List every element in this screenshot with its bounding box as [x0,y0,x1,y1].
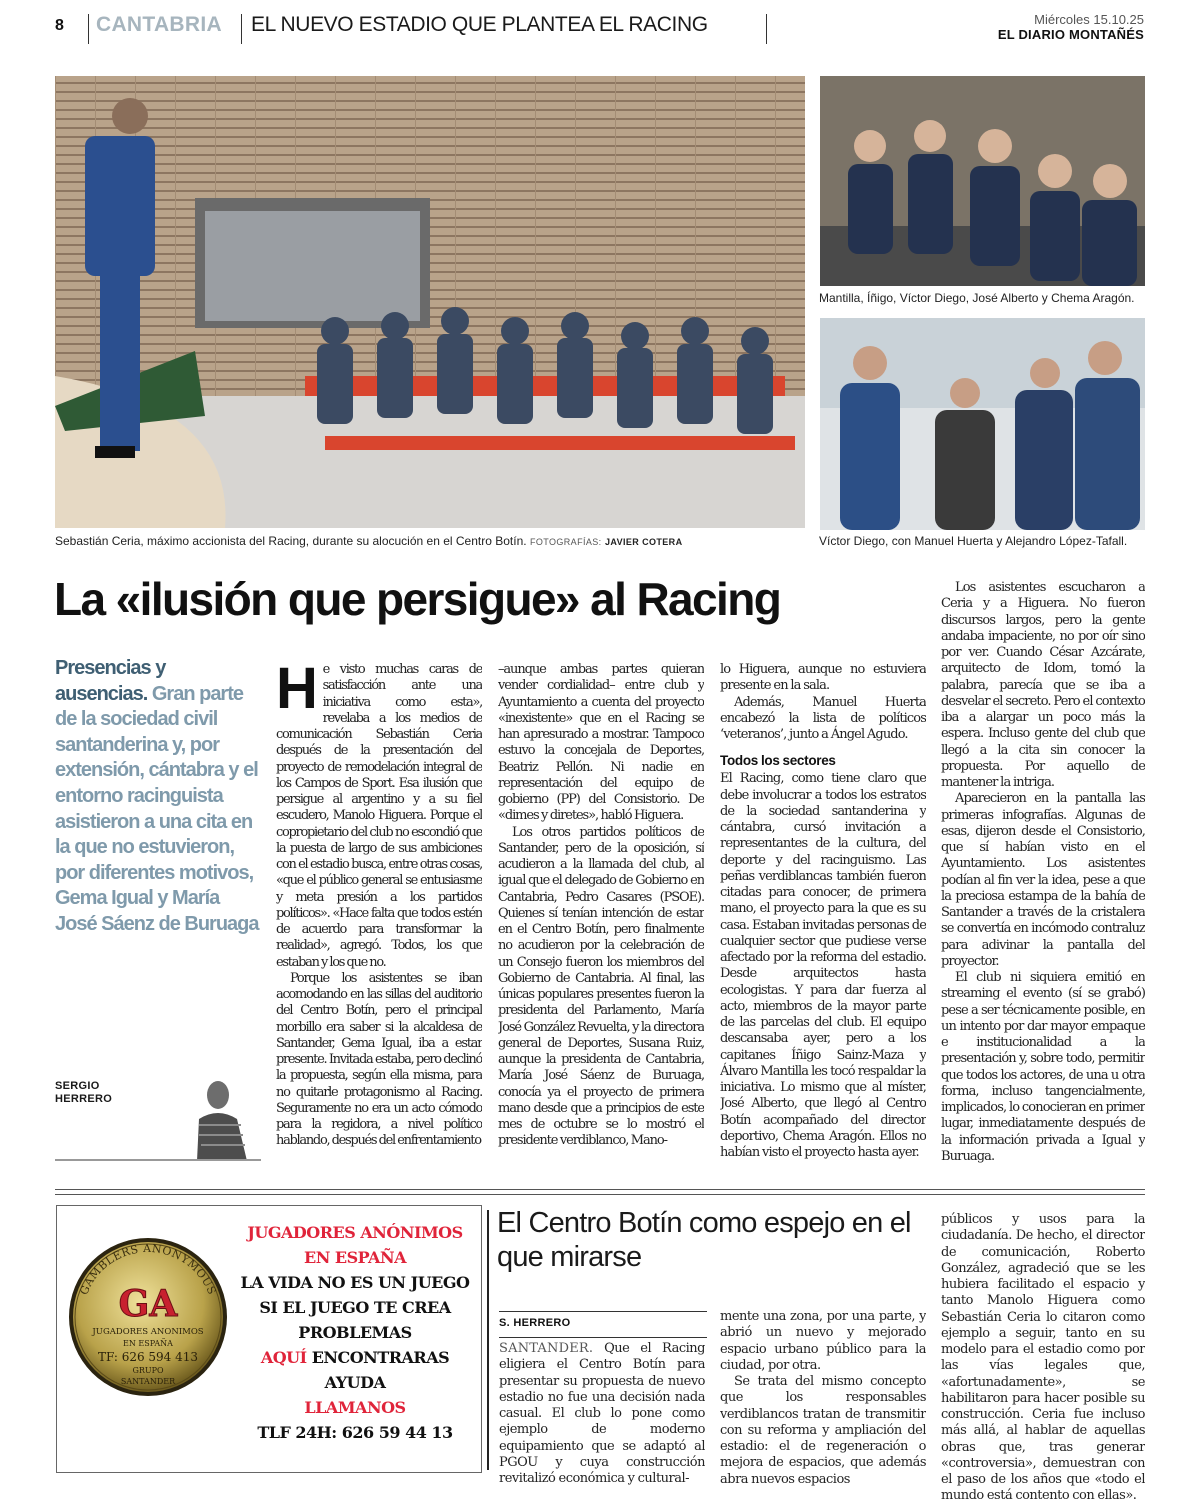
section-label: CANTABRIA [96,13,222,36]
main-photo-caption [55,534,807,549]
paragraph: lo Higuera, aunque no estuviera presente en la sala. [720,662,926,694]
ad-line-highlight: AQUÍ [260,1348,307,1367]
photo-credit-label: FOTOGRAFÍAS: [529,537,602,547]
secondary-byline: S. HERRERO [499,1317,571,1329]
men-talking-image [820,318,1145,530]
seal-line: EN ESPAÑA [123,1339,173,1348]
byline-rule [499,1311,707,1312]
byline-divider [55,1159,261,1161]
gamblers-anonymous-ad [56,1205,482,1473]
seal-line: GRUPO [132,1366,164,1375]
photo-caption: Mantilla, Íñigo, Víctor Diego, José Alberto y Chema Aragón. [819,291,1135,305]
paragraph: Además, Manuel Huerta encabezó la lista de políticos ‘veteranos’, junto a Ángel Agudo. [720,694,926,742]
header-divider [88,14,89,44]
secondary-column-2 [720,1309,926,1509]
ad-line: JUGADORES ANÓNIMOS [247,1223,463,1242]
paragraph: Aparecieron en la pantalla las primeras infografías. Algunas de esas, dijeron desde el Consistorio, que sí habían visto en el Ayuntamiento. Los asistentes podían al fin ver la idea, pese a que la preciosa estampa de la bahía de Santander a través de la cristalera se convertía en incómodo contraluz para adivinar la pantalla del proyector. [941,791,1145,969]
paragraph [499,1341,705,1487]
ad-line: LA VIDA NO ES UN JUEGO [240,1273,470,1292]
section-divider [55,1189,1145,1195]
ad-message [235,1220,475,1445]
paragraph: –aunque ambas partes quieran vender cordialidad– entre club y Ayuntamiento a cuenta del proyecto «inexistente» que en el Racing se han apresurado a mostrar. Tampoco estuvo la concejala de Deportes, Beatriz Pellón. Ni nadie en representación del equipo de gobierno (PP) del Consistorio. De «dimes y diretes», habló Higuera. [498,662,704,824]
subhead-rest: Gran parte de la sociedad civil santanderina y, por extensión, cántabra y el entorno racinguista asistieron a una cita en la que no estuvieron, por diferentes motivos, Gema Igual y María José Sáenz de Buruaga [55,682,259,935]
seal-line: JUGADORES ANONIMOS [92,1327,204,1337]
article-subhead [55,656,261,938]
meeting-photo [820,318,1145,530]
page-number: 8 [55,17,64,34]
secondary-column-3 [941,1212,1145,1509]
seal-monogram: GA [118,1283,178,1325]
paragraph: El club ni siquiera emitió en streaming el evento (sí se grabó) pese a ser técnicamente posible, en un intento por dar mayor empaque e institucionalidad a la presentación y, sobre todo, permitir que todos los actores, de una u otra forma, incluso tangencialmente, implicados, lo conocieran en primer lugar, inmediatamente después de la información privada a Igual y Buruaga. [941,970,1145,1164]
author-portrait-icon [185,1075,255,1161]
article-headline: La «ilusión que persigue» al Racing [54,573,781,625]
header-divider [241,14,242,44]
author-last-name: HERRERO [55,1093,113,1105]
seal-line: SANTANDER [120,1377,176,1386]
section-subtitle: Todos los sectores [720,753,836,769]
caption-text: Sebastián Ceria, máximo accionista del Racing, durante su alocución en el Centro Botín. [55,534,527,548]
ad-line: AYUDA [324,1373,386,1392]
paragraph: Porque los asistentes se iban acomodando en las sillas del auditorio del Centro Botín, pero el principal morbillo era saber si la alcaldesa de Santander, Gema Igual, iba a estar presente. Invitada estaba, pero declinó la propuesta, según ella misma, para no quitarle protagonismo al Racing. Seguramente no era un acto cómodo para la regidora, a nivel político hablando, después del enfrentamiento [276,970,482,1149]
paragraph: Se trata del mismo concepto que los responsables verdiblancos tratan de transmitir con su reforma y ampliación del estadio: el de regeneración o mejora de espacios, que además abra nuevos espacios [720,1374,926,1487]
newspaper-name: EL DIARIO MONTAÑÉS [997,27,1144,42]
audience-scene-image [55,76,805,528]
ad-edge-rule [487,1210,489,1470]
paragraph: públicos y usos para la ciudadanía. De hecho, el director de comunicación, Roberto González, agradeció que se les hubiera facilitado el espacio y tanto Manolo Higuera como Sebastián Ceria lo citaron como ejemplo a seguir, tanto en su modelo para el estadio como por las vías legales que, «afortunadamente», se habilitaron para hacer posible su construcción. Ceria fue incluso más allá, al hablar de aquellas obras que, tras generar «controversia», demuestran con el paso de los años que «todo el mundo está contento con ellas». [941,1212,1145,1504]
secondary-column-1 [499,1341,705,1509]
dateline: SANTANDER. [499,1341,594,1356]
byline-rule [499,1337,707,1338]
paragraph: Los asistentes escucharon a Ceria y a Higuera. No fueron discursos largos, pero la gente andaba impaciente, no por oír sino por ver. Cuando César Azcárate, arquitecto de Idom, tomó la palabra, parecía que se iba a desvelar el secreto. Pero el contexto iba a alargar un poco más la espera. Incluso gente del club que llegó a la cita sin conocer la propuesta. Por aquello de mantener la intriga. [941,580,1145,790]
paragraph-text: e visto muchas caras de satisfacción ante una iniciativa como esta», revelaba a los medios de comunicación Sebastián Ceria después de la presentación del proyecto de remodelación integral de los Campos de Sport. Esa ilusión que persigue al argentino y a su fiel escudero, Manolo Higuera. Porque el copropietario del club no escondió que la puesta de largo de sus ambiciones con el estadio busca, entre otras cosas, «que el público general se entusiasme y meta presión a los partidos políticos». «Hace falta que todos estén de acuerdo para transformar la realidad», agregó. Todos, los que estaban y los que no. [276,662,482,970]
seal-phone: TF: 626 594 413 [97,1350,199,1364]
team-photo [820,76,1145,286]
subhead-lead: Presencias y ausencias. [55,657,166,705]
article-column-1 [276,662,482,1170]
seal-ring-text: GAMBLERS ANONYMOUS [77,1241,219,1297]
ad-line: PROBLEMAS [298,1323,412,1342]
article-column-3 [720,662,926,1170]
article-column-2 [498,662,704,1170]
paragraph: El Racing, como tiene claro que debe involucrar a todos los estratos de la sociedad santanderina y cántabra, cursó invitación a representantes de la cultura, del deporte y del racinguismo. Las peñas verdiblancas también fueron citadas para conocer, de primera mano, el proyecto para la que es su casa. Estaban invitadas personas de cualquier sector que pudiese verse afectado por la reforma del estadio. Desde arquitectos hasta ecologistas. Y para dar fuerza al acto, miembros de la mayor parte de las parcelas del club. El equipo descansaba ayer, pero a los capitanes Íñigo Sainz-Maza y Álvaro Mantilla les tocó respaldar la iniciativa. Lo mismo que al míster, José Alberto, que llegó al Centro Botín acompañado del director deportivo, Chema Aragón. Ellos no habían visto el proyecto hasta ayer. [720,771,926,1160]
author-byline [55,1080,145,1106]
issue-date: Miércoles 15.10.25 [1034,12,1144,27]
drop-cap: H [276,662,317,721]
topic-title: EL NUEVO ESTADIO QUE PLANTEA EL RACING [251,13,708,36]
paragraph [276,662,482,971]
main-photo [55,76,805,528]
paragraph-text: Que el Racing eligiera el Centro Botín para presentar su propuesta de nuevo estadio no fue una decisión nada casual. El club lo pone como ejemplo de moderno equipamiento que se adaptó al PGOU y cuya construcción revitalizó económica y cultural- [499,1341,705,1486]
secondary-headline: El Centro Botín como espejo en el que mirarse [497,1207,911,1273]
players-clapping-image [820,76,1145,286]
ad-line: SI EL JUEGO TE CREA [259,1298,451,1317]
author-first-name: SERGIO [55,1080,100,1092]
ad-line [235,1345,475,1370]
author-avatar [185,1075,255,1161]
ad-line-text: ENCONTRARAS [311,1348,450,1367]
ad-phone: TLF 24H: 626 59 44 13 [257,1423,453,1442]
ad-line: LLAMANOS [304,1398,406,1417]
photo-caption: Víctor Diego, con Manuel Huerta y Alejandro López-Tafall. [819,534,1128,548]
photo-credit-name: JAVIER COTERA [604,537,683,547]
gamblers-anonymous-seal-icon [67,1236,229,1398]
paragraph: Los otros partidos políticos de Santander, pero de la oposición, sí acudieron a la llamada del club, al igual que el delegado de Gobierno en Cantabria, Pedro Casares (PSOE). Quienes sí tenían intención de estar en el Centro Botín, pero finalmente no acudieron por la celebración de un Consejo fueron los miembros del Gobierno de Cantabria. Al final, las únicas populares presentes fueron la presidenta del Parlamento, María José González Revuelta, y la directora general de Deportes, Susana Ruiz, aunque la presidenta de Cantabria, María José Sáenz de Buruaga, conocía ya el proyecto de primera mano desde que a principios de este mes de octubre se lo mostró el presidente verdiblanco, Mano- [498,824,704,1149]
article-column-4 [941,580,1145,1170]
ad-line: EN ESPAÑA [304,1248,406,1267]
paragraph: mente una zona, por una parte, y abrió un nuevo y mejorado espacio urbano público para la ciudad, por otra. [720,1309,926,1373]
header-divider [766,14,767,44]
